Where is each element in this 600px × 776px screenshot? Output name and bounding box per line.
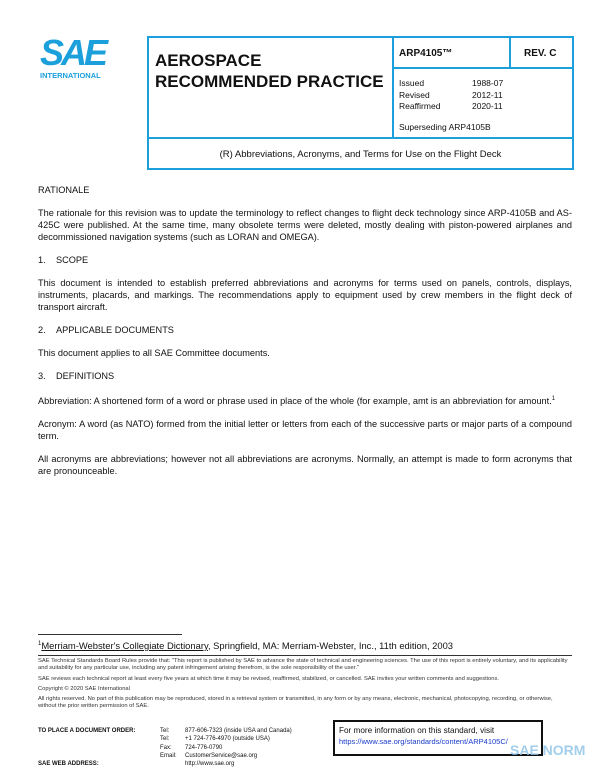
legal-notice [38, 655, 572, 714]
standard-link[interactable]: https://www.sae.org/standards/content/ARP4105C/ [339, 737, 508, 746]
date-value: 1988-07 [472, 78, 504, 88]
footnote [38, 640, 453, 651]
doc-type [149, 38, 394, 139]
section-number: 2. [38, 325, 46, 335]
definition-abbreviation [38, 393, 572, 407]
scope-text: This document is intended to establish preferred abbreviations and acronyms for terms used on panels, controls, displays, instruments, placards, and markings. The recommendations apply to equipment used by crew members in the flight deck of transport aircraft. [38, 278, 572, 312]
superseding: Superseding ARP4105B [399, 121, 491, 132]
document-header [147, 36, 574, 170]
legal-paragraph: All rights reserved. No part of this publication may be reproduced, stored in a retrieval system or transmitted, in any form or by any means, electronic, mechanical, photocopying, recording, or otherwise, without the prior written permission of SAE. [38, 696, 553, 710]
document-body [38, 184, 572, 488]
order-label: TO PLACE A DOCUMENT ORDER: [38, 728, 136, 734]
contact-key: Tel: [160, 728, 170, 734]
order-contacts [160, 727, 292, 768]
footnote-title: Merriam-Webster's Collegiate Dictionary [41, 640, 208, 651]
section-heading [38, 324, 572, 336]
date-value: 2012-11 [472, 89, 503, 100]
title-line1: AEROSPACE [155, 51, 262, 70]
legal-paragraph: SAE Technical Standards Board Rules provide that: "This report is published by SAE to advance the state of technical and engineering sciences. The use of this report is entirely voluntary, and its applicability and suitability for any particular use, including any patent infringement arising therefrom, is the sole responsibility of the user." [38, 658, 568, 672]
section-heading [38, 370, 572, 382]
contact-value: +1 724-776-4970 (outside USA) [185, 736, 270, 743]
contact-key: Email: [160, 752, 177, 759]
definition-text: Abbreviation: A shortened form of a word or phrase used in place of the whole (for example, amt is an abbreviation for amount. [38, 396, 552, 407]
doc-subtitle: (R) Abbreviations, Acronyms, and Terms for Use on the Flight Deck [219, 149, 502, 160]
logo-subtext: INTERNATIONAL [40, 71, 101, 80]
section-title: SCOPE [56, 255, 89, 265]
contact-key: Fax: [160, 744, 172, 751]
definition-note: All acronyms are abbreviations; however not all abbreviations are acronyms. Normally, an attempt is made to form acronyms that are pronounceable. [38, 454, 572, 477]
section-number: 1. [38, 255, 46, 265]
definition-acronym: Acronym: A word (as NATO) formed from the initial letter or letters from each of the successive parts or major parts of a compound term. [38, 419, 572, 442]
web-address-label: SAE WEB ADDRESS: [38, 761, 99, 767]
doc-dates [394, 69, 572, 139]
revision: REV. C [511, 38, 572, 69]
section-title: DEFINITIONS [56, 371, 115, 381]
section-heading [38, 254, 572, 266]
logo-mark: SAE [40, 32, 106, 73]
title-line2: RECOMMENDED PRACTICE [155, 72, 384, 91]
contact-value: 877-606-7323 (inside USA and Canada) [185, 728, 292, 734]
contact-key [160, 760, 185, 768]
rationale-heading: RATIONALE [38, 185, 90, 195]
footnote-ref[interactable]: 1 [551, 396, 556, 402]
copyright: Copyright © 2020 SAE International [38, 685, 130, 692]
footnote-divider [38, 634, 182, 635]
email-link[interactable]: CustomerService@sae.org [185, 752, 258, 759]
contact-value: 724-776-0790 [185, 744, 223, 751]
applicable-docs-text: This document applies to all SAE Committee documents. [38, 348, 270, 358]
legal-paragraph: SAE reviews each technical report at least every five years at which time it may be revised, reaffirmed, stabilized, or cancelled. SAE invites your written comments and suggestions. [38, 675, 499, 682]
contact-key: Tel: [160, 736, 170, 743]
website-link[interactable]: http://www.sae.org [185, 761, 235, 768]
section-number: 3. [38, 371, 46, 381]
date-label: Issued [399, 78, 425, 88]
more-info-text: For more information on this standard, visit [339, 726, 495, 735]
watermark: SAE NORM [510, 742, 586, 758]
doc-number: ARP4105™ [394, 38, 511, 69]
section-title: APPLICABLE DOCUMENTS [56, 325, 174, 335]
date-value: 2020-11 [472, 101, 503, 111]
sae-logo [40, 32, 120, 80]
rationale-text: The rationale for this revision was to update the terminology to reflect changes to flight deck technology since ARP-4105B and AS-425C were published. At the same time, many obsolete terms were deleted, mostly dealing with piston-powered airplanes and decommissioned navigation systems (such as LORAN and OMEGA). [38, 208, 572, 242]
date-label: Reaffirmed [399, 101, 441, 111]
footnote-text: , Springfield, MA: Merriam-Webster, Inc., 11th edition, 2003 [207, 640, 454, 651]
date-label: Revised [399, 89, 430, 100]
footnote-number: 1 [38, 640, 42, 647]
